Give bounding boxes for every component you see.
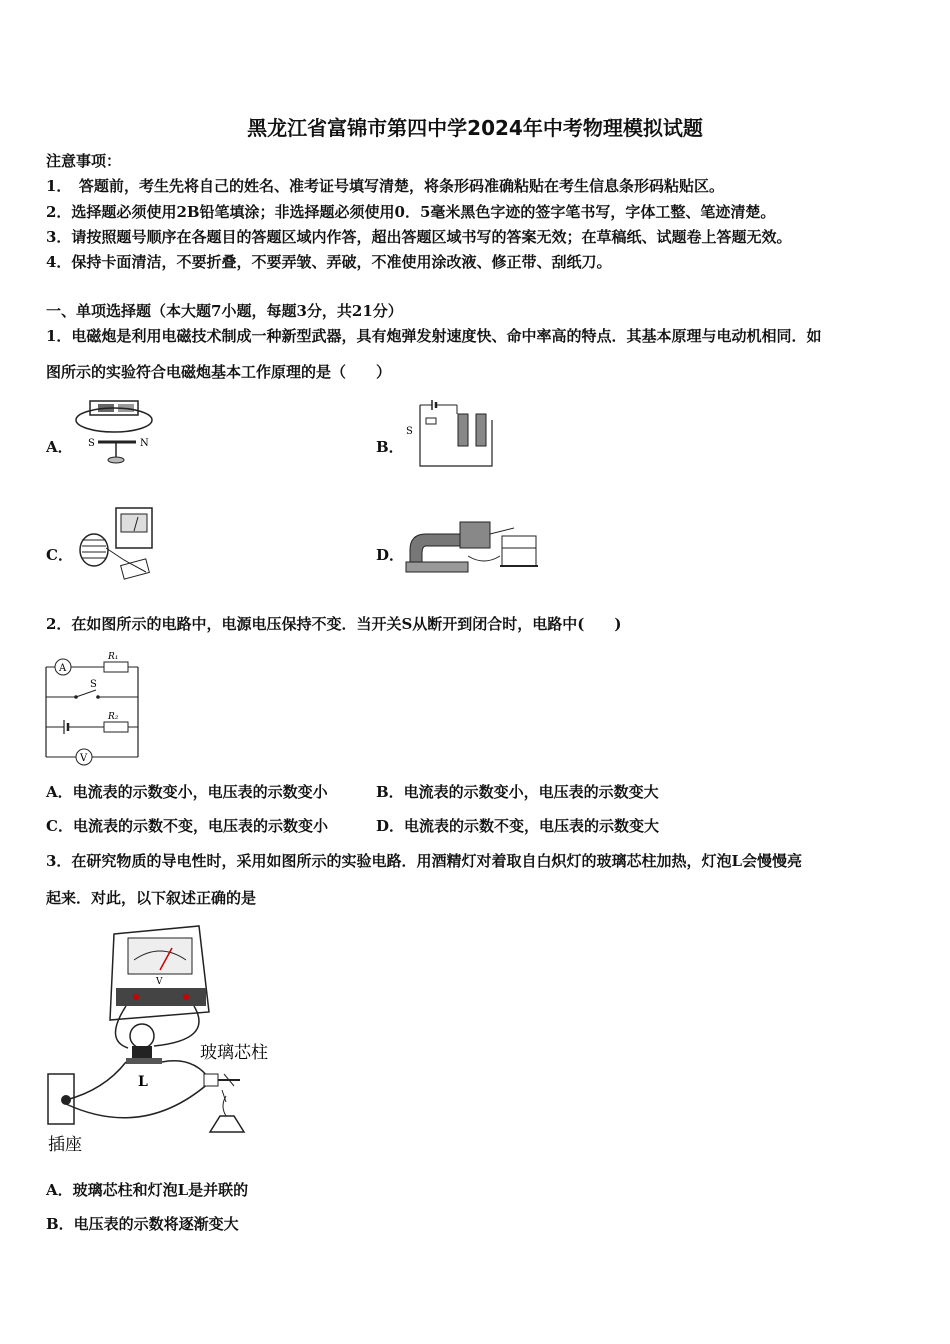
q1-option-c-label: C． [46, 546, 73, 564]
q1-option-a-figure [70, 396, 165, 468]
voltmeter-label: V [80, 753, 88, 764]
question-3-stem-line1: 3．在研究物质的导电性时，采用如图所示的实验电路．用酒精灯对着取自白炽灯的玻璃芯柱加热，灯泡L会慢慢亮 [46, 852, 802, 870]
q3-experiment-figure [44, 920, 304, 1160]
q1-option-d-figure [404, 516, 544, 578]
section-heading: 一、单项选择题（本大题7小题，每题3分，共21分） [46, 302, 403, 320]
ammeter-label: A [59, 663, 67, 674]
q1-a-s-pole: S [88, 438, 95, 449]
notice-item: 2．选择题必须使用2B铅笔填涂；非选择题必须使用0．5毫米黑色字迹的签字笔书写，字体工整、笔迹清楚。 [46, 203, 776, 221]
q1-option-d-label: D． [376, 546, 405, 564]
q1-option-a-label: A． [46, 438, 73, 456]
notice-heading: 注意事项： [46, 152, 122, 170]
q2-circuit-diagram [44, 652, 144, 762]
q1-a-n-pole: N [140, 438, 149, 449]
q2-option-c: C．电流表的示数不变，电压表的示数变小 [46, 817, 328, 835]
page-title: 黑龙江省富锦市第四中学2024年中考物理模拟试题 [247, 116, 703, 140]
q2-option-d: D．电流表的示数不变，电压表的示数变大 [376, 817, 660, 835]
q3-option-b: B．电压表的示数将逐渐变大 [46, 1215, 239, 1233]
q1-b-switch: S [406, 426, 413, 437]
r2-label: R₂ [108, 712, 119, 722]
q3-option-a: A．玻璃芯柱和灯泡L是并联的 [46, 1181, 249, 1199]
q2-option-b: B．电流表的示数变小，电压表的示数变大 [376, 783, 659, 801]
r1-label: R₁ [108, 652, 119, 662]
notice-item: 3．请按照题号顺序在各题目的答题区域内作答，超出答题区域书写的答案无效；在草稿纸、试题卷上答题无效。 [46, 228, 792, 246]
switch-label: S [90, 679, 97, 690]
question-1-stem-line1: 1．电磁炮是利用电磁技术制成一种新型武器，具有炮弹发射速度快、命中率高的特点．其基本原理与电动机相同．如 [46, 327, 822, 345]
glass-core-label: 玻璃芯柱 [200, 1043, 268, 1063]
notice-item: 1． 答题前，考生先将自己的姓名、准考证号填写清楚，将条形码准确粘贴在考生信息条形码粘贴区。 [46, 177, 724, 195]
q1-option-b-label: B． [376, 438, 404, 456]
question-1-stem-line2: 图所示的实验符合电磁炮基本工作原理的是（ ） [46, 363, 392, 381]
q1-option-c-figure [76, 504, 166, 584]
socket-label: 插座 [48, 1135, 82, 1155]
notice-item: 4．保持卡面清洁，不要折叠，不要弄皱、弄破，不准使用涂改液、修正带、刮纸刀。 [46, 253, 612, 271]
question-3-stem-line2: 起来．对此，以下叙述正确的是 [46, 889, 257, 907]
q2-option-a: A．电流表的示数变小，电压表的示数变小 [46, 783, 328, 801]
meter-label: V [156, 977, 163, 987]
lamp-label: L [138, 1074, 148, 1090]
question-2-stem: 2．在如图所示的电路中，电源电压保持不变．当开关S从断开到闭合时，电路中( ) [46, 615, 622, 633]
q1-option-b-figure [402, 400, 497, 472]
